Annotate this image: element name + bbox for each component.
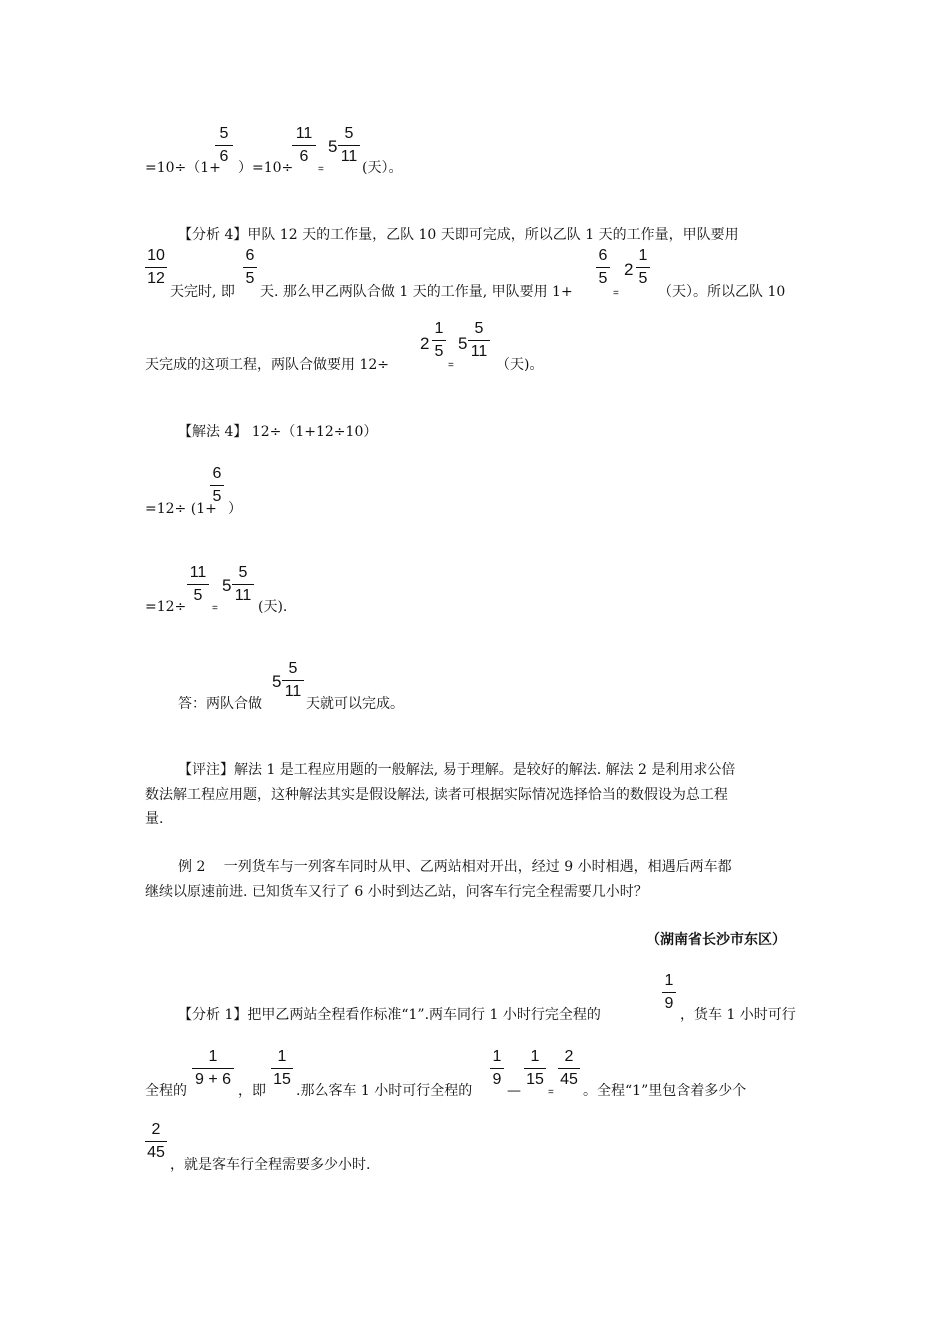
solution4-text: (天). (258, 599, 288, 615)
answer-text: 答：两队合做 (178, 696, 262, 712)
analysis4-text: （天)。 (496, 357, 544, 373)
source-note: （湖南省长沙市东区） (646, 932, 786, 948)
comment-line1: 【评注】解法 1 是工程应用题的一般解法, 易于理解。是较好的解法. 解法 2 是利用求公倍 (178, 762, 736, 778)
example2-line1: 例 2 一列货车与一列客车同时从甲、乙两站相对开出，经过 9 小时相遇，相遇后两车都 (178, 859, 732, 875)
analysis4-line3: 天完成的这项工程，两队合做要用 12÷ (145, 357, 389, 373)
calc-text: (天）。 (362, 160, 403, 176)
equals-sign: = (448, 360, 454, 371)
analysis1-line1: 【分析 1】把甲乙两站全程看作标准“1”.两车同行 1 小时行完全程的 (178, 1007, 601, 1023)
fraction: 5 11 (282, 660, 304, 701)
equals-sign: = (613, 288, 619, 299)
fraction: 1 9 (662, 972, 676, 1013)
fraction: 5 11 (468, 320, 490, 361)
solution4-title: 【解法 4】 12÷（1+12÷10） (178, 424, 378, 440)
analysis1-text: ，货车 1 小时可行 (680, 1007, 796, 1023)
whole-number: 5 (328, 137, 338, 156)
whole-number: 5 (222, 576, 232, 595)
whole-number: 2 (420, 334, 430, 353)
analysis4-text: （天）。所以乙队 10 (658, 284, 786, 300)
calc-line: =10÷（1+ (145, 160, 221, 176)
equals-sign: = (212, 603, 218, 614)
solution4-line2: =12÷ (1+ (145, 501, 217, 517)
fraction: 1 15 (524, 1048, 546, 1089)
analysis4-text: 天. 那么甲乙两队合做 1 天的工作量, 甲队要用 1+ (260, 284, 573, 300)
comment-line3: 量. (145, 811, 164, 827)
solution4-line3: =12÷ (145, 599, 187, 615)
analysis1-line2: 全程的 (145, 1083, 187, 1099)
analysis1-text: ，即 (238, 1083, 266, 1099)
equals-sign: = (548, 1087, 554, 1098)
answer-text: 天就可以完成。 (306, 696, 404, 712)
example2-line2: 继续以原速前进. 已知货车又行了 6 小时到达乙站，问客车行完全程需要几小时？ (145, 884, 648, 900)
equals-sign: = (318, 164, 324, 175)
fraction: 2 45 (558, 1048, 580, 1089)
minus-sign: — (507, 1083, 521, 1099)
analysis1-line3: ，就是客车行全程需要多少小时. (170, 1157, 371, 1173)
fraction: 11 5 (187, 564, 209, 605)
fraction: 5 11 (232, 564, 254, 605)
analysis1-text: 。全程“1”里包含着多少个 (583, 1083, 747, 1099)
fraction: 10 12 (145, 247, 167, 288)
fraction: 1 5 (432, 320, 446, 361)
fraction: 5 6 (215, 125, 233, 166)
analysis4-line1: 【分析 4】甲队 12 天的工作量，乙队 10 天即可完成，所以乙队 1 天的工作量，甲队要用 (178, 227, 739, 243)
fraction: 2 45 (145, 1121, 167, 1162)
fraction: 6 5 (243, 247, 257, 288)
fraction: 5 11 (338, 125, 360, 166)
fraction: 6 5 (596, 247, 610, 288)
calc-text: ）=10÷ (238, 160, 294, 176)
analysis4-text: 天完时, 即 (170, 284, 235, 300)
whole-number: 5 (272, 672, 282, 691)
fraction: 1 9 (490, 1048, 504, 1089)
comment-line2: 数法解工程应用题，这种解法其实是假设解法, 读者可根据实际情况选择恰当的数假设为总工程 (145, 787, 728, 803)
fraction: 11 6 (292, 125, 316, 166)
whole-number: 5 (458, 334, 468, 353)
analysis1-text: .那么客车 1 小时可行全程的 (296, 1083, 473, 1099)
whole-number: 2 (624, 260, 634, 279)
fraction: 1 15 (271, 1048, 293, 1089)
fraction: 6 5 (210, 465, 224, 506)
solution4-text: ） (228, 501, 242, 517)
fraction: 1 9 + 6 (192, 1048, 234, 1089)
fraction: 1 5 (636, 247, 650, 288)
